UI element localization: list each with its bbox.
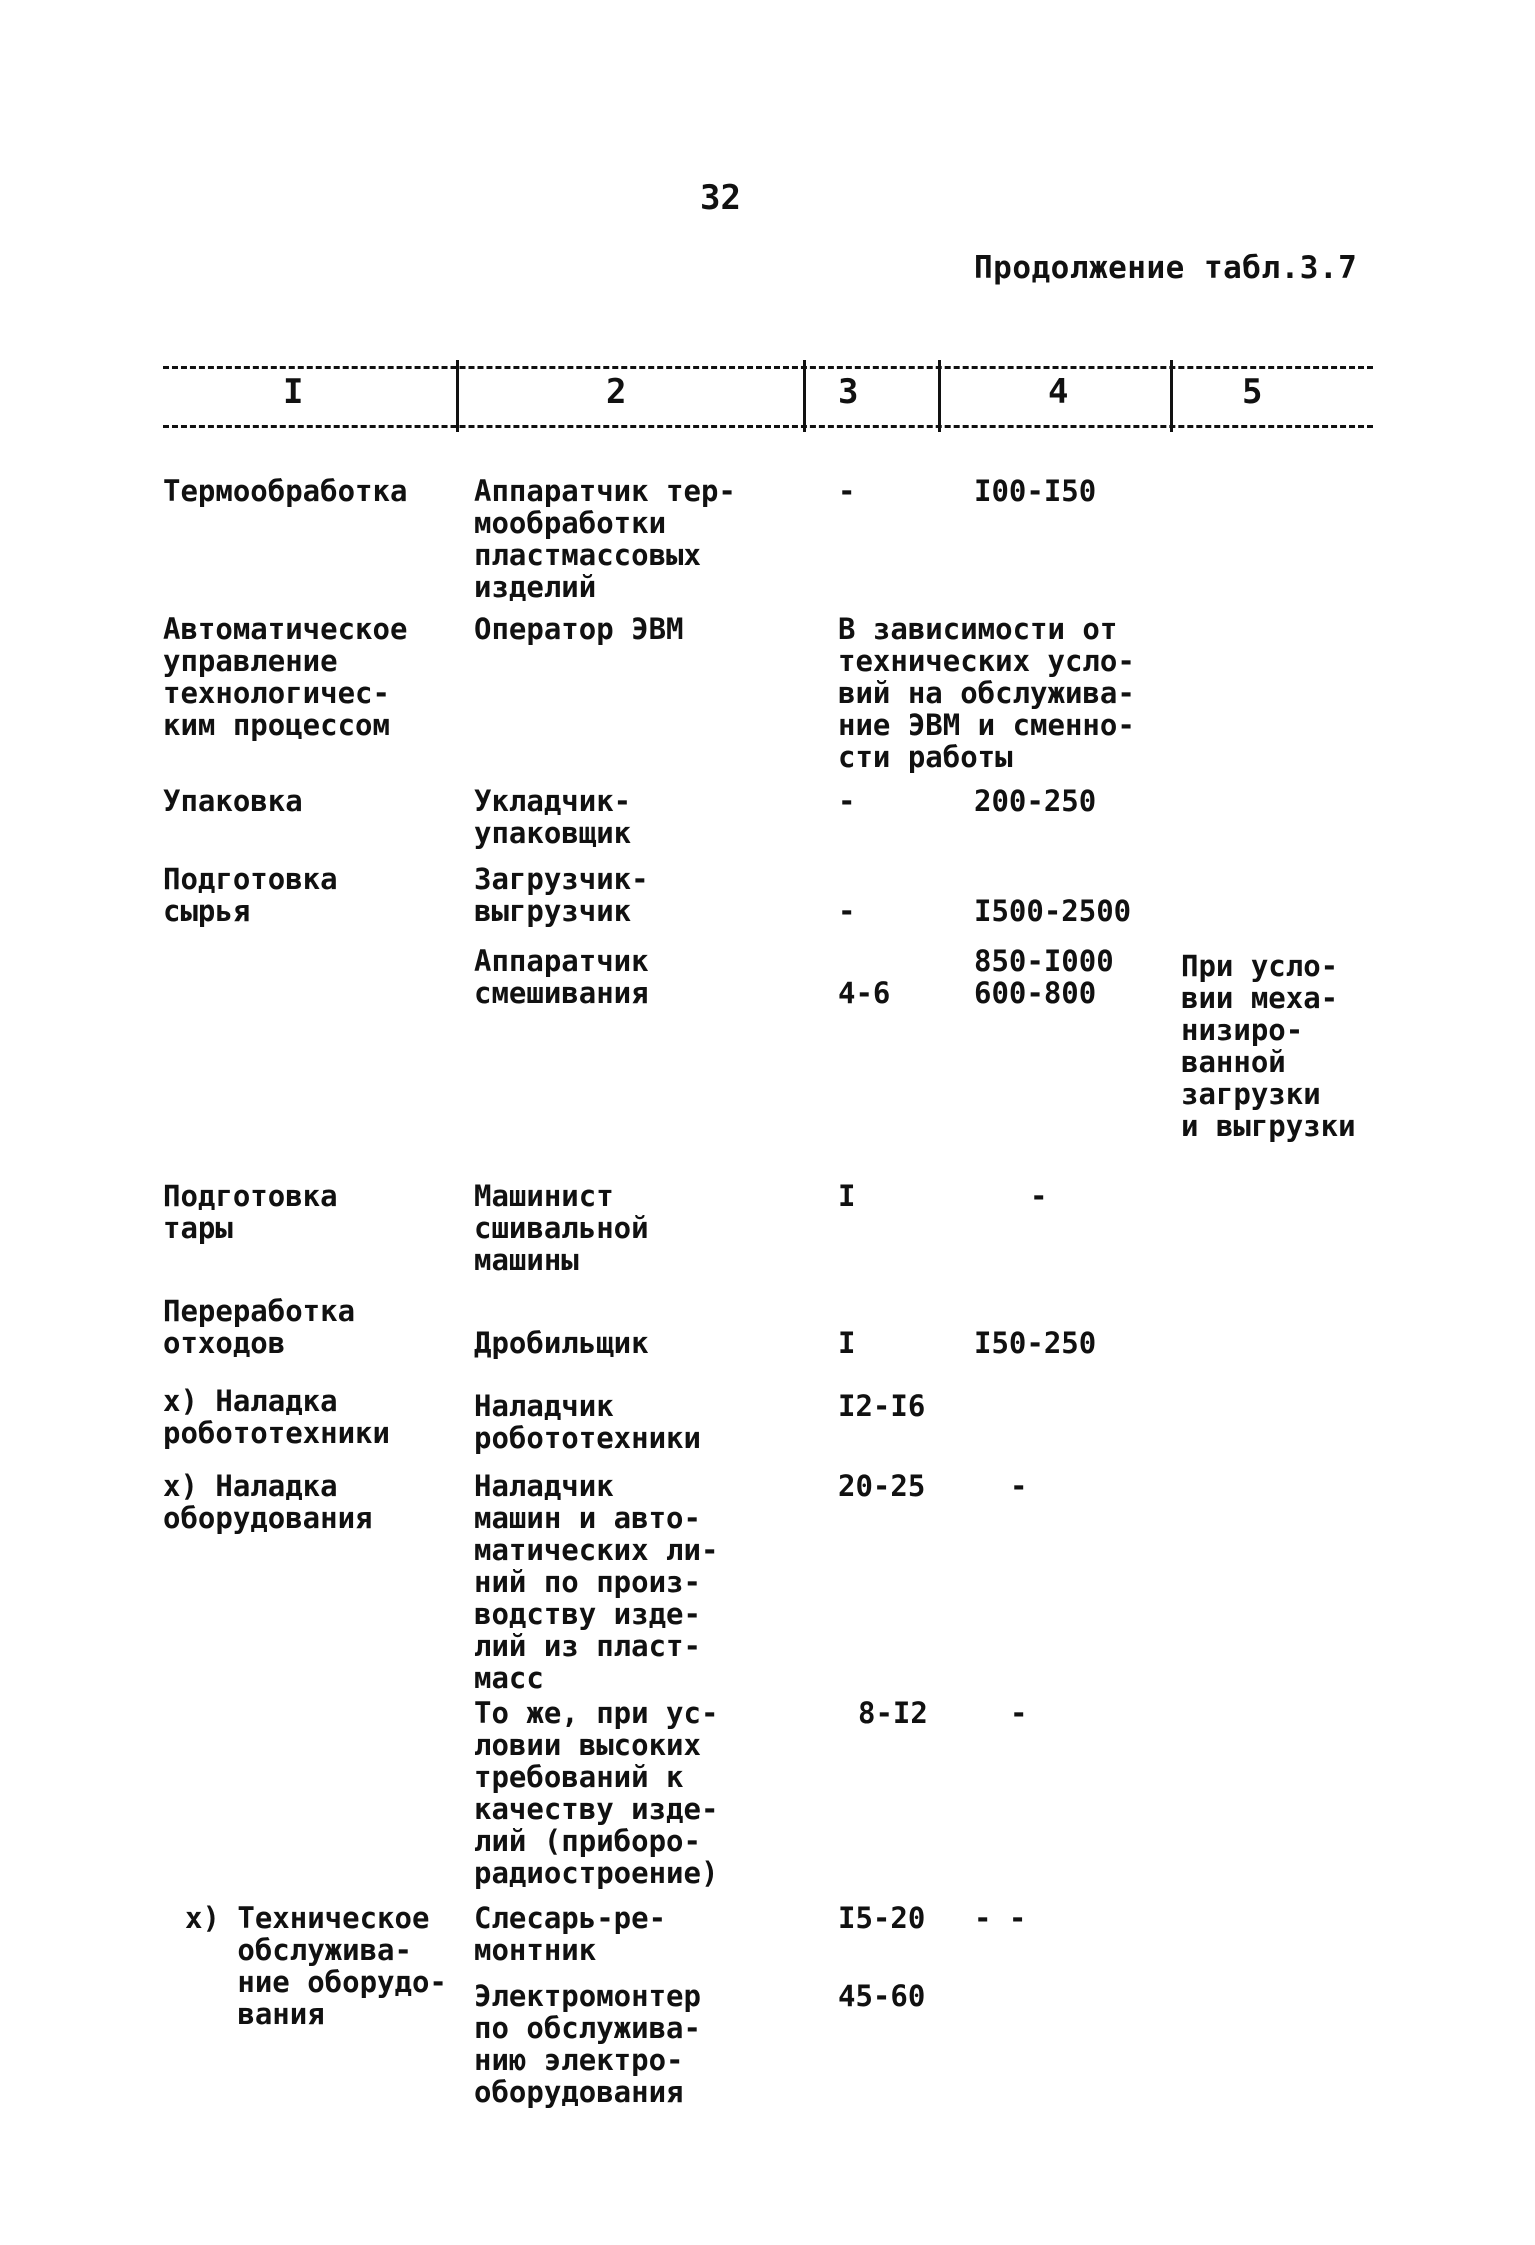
header-col-3: 3 [838,372,859,412]
header-col-2: 2 [606,372,627,412]
operation-name: Подготовка сырья [163,862,338,928]
profession-name: Электромонтер по обслужива- нию электро- оборудования [474,1979,701,2109]
profession-name: То же, при ус- ловии высоких требований к качеству изде- лий (приборо- радиостроение) [474,1696,719,1890]
header-separator [456,360,459,432]
profession-name: Наладчик робототехники [474,1389,701,1455]
header-separator [1170,360,1173,432]
operation-name: х) Наладка робототехники [163,1384,390,1450]
col4-value: I00-I50 [974,474,1097,508]
col3-value: 20-25 [838,1469,926,1503]
profession-name: Аппаратчик тер- мообработки пластмассовых изделий [474,474,736,604]
profession-name: Загрузчик- выгрузчик [474,862,649,928]
operation-name: Переработка отходов [163,1294,356,1360]
col3-value: - [838,474,856,508]
profession-name: Наладчик машин и авто- матических ли- ний по произ- водству изде- лий из пласт- масс [474,1469,719,1695]
col3-value: 4-6 [838,976,891,1010]
header-col-1: I [283,372,304,412]
col4-value: - - [974,1901,1027,1935]
profession-name: Аппаратчик смешивания [474,944,649,1010]
col4-value: I50-250 [974,1326,1097,1360]
operation-name: Термообработка [163,474,408,508]
header-col-4: 4 [1048,372,1069,412]
header-rule-top [163,366,1373,369]
header-col-5: 5 [1242,372,1263,412]
operation-name: Подготовка тары [163,1179,338,1245]
col3-value: - [838,784,856,818]
col4-value: I500-2500 [974,894,1132,928]
header-rule-bottom [163,425,1373,428]
profession-name: Укладчик- упаковщик [474,784,632,850]
header-separator [938,360,941,432]
col3-value: I [838,1179,856,1213]
profession-name: Машинист сшивальной машины [474,1179,649,1277]
col3-value: I5-20 [838,1901,926,1935]
col4-value: 200-250 [974,784,1097,818]
profession-name: Слесарь-ре- монтник [474,1901,667,1967]
col3-value: I [838,1326,856,1360]
operation-name: Автоматическое управление технологичес- ким процессом [163,612,408,742]
merged-note: В зависимости от технических усло- вий на обслужива- ние ЭВМ и сменно- сти работы [838,612,1135,774]
operation-name: х) Наладка оборудования [163,1469,373,1535]
operation-name: х) Техническое обслужива- ние оборудо- вания [185,1901,447,2031]
col4-value: - [1010,1469,1028,1503]
operation-name: Упаковка [163,784,303,818]
col3-value: 8-I2 [858,1696,928,1730]
header-separator [803,360,806,432]
col3-value: - [838,894,856,928]
col3-value: I2-I6 [838,1389,926,1423]
col5-note: При усло- вии меха- низиро- ванной загрузки и выгрузки [1181,949,1356,1143]
col3-value: 45-60 [838,1979,926,2013]
continuation-title: Продолжение табл.3.7 [974,250,1358,286]
profession-name: Оператор ЭВМ [474,612,684,646]
profession-name: Дробильщик [474,1326,649,1360]
col4-value: 850-I000 600-800 [974,944,1114,1010]
col4-value: - [1010,1696,1028,1730]
col4-value: - [1030,1179,1048,1213]
page-number: 32 [700,178,741,218]
